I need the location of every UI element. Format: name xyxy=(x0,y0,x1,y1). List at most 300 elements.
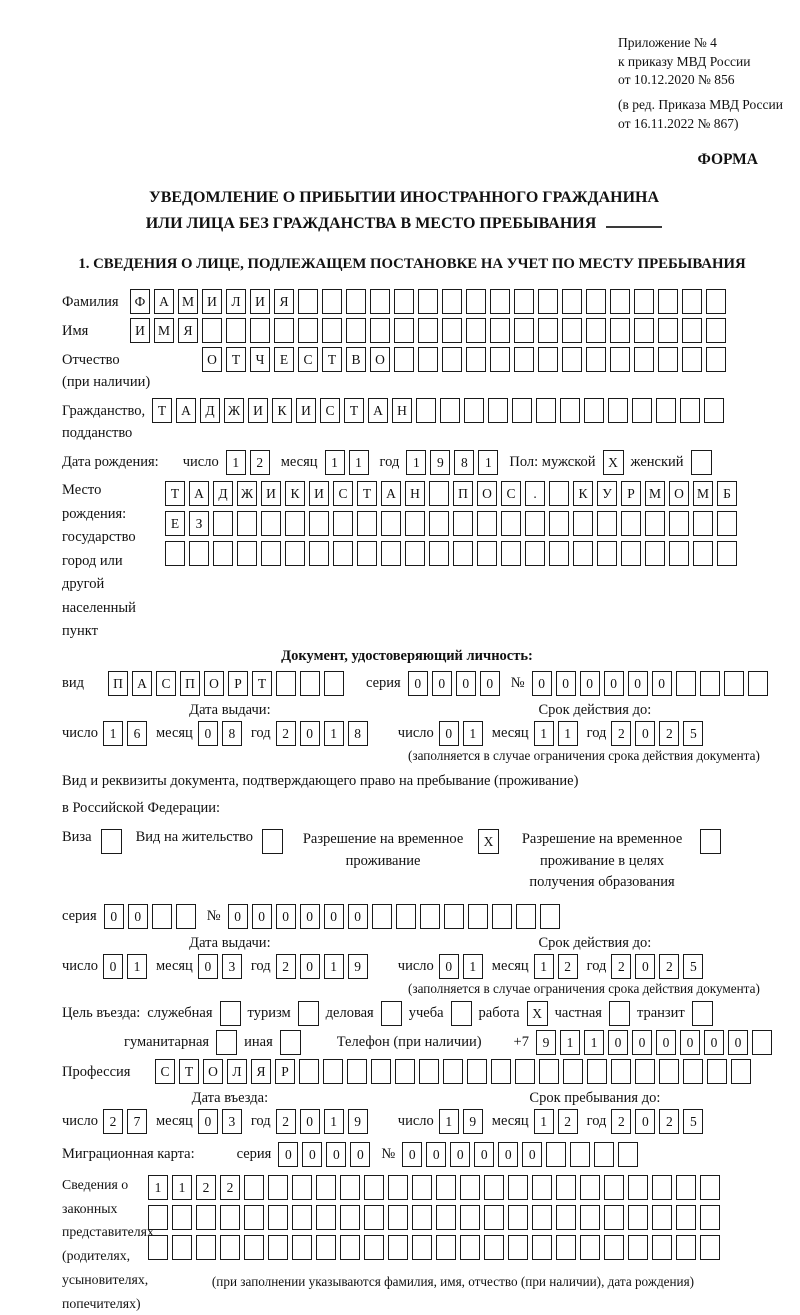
char-cell[interactable] xyxy=(347,1059,367,1084)
char-cell[interactable]: 0 xyxy=(608,1030,628,1055)
char-cell[interactable]: 0 xyxy=(656,1030,676,1055)
char-cell[interactable]: И xyxy=(250,289,270,314)
char-cell[interactable]: 1 xyxy=(349,450,369,475)
char-cell[interactable] xyxy=(597,511,617,536)
char-cell[interactable] xyxy=(628,1175,648,1200)
char-cell[interactable]: 1 xyxy=(127,954,147,979)
char-cell[interactable] xyxy=(316,1205,336,1230)
char-cell[interactable] xyxy=(682,318,702,343)
char-cell[interactable] xyxy=(152,904,172,929)
char-cell[interactable] xyxy=(189,541,209,566)
char-cell[interactable]: Я xyxy=(251,1059,271,1084)
char-cell[interactable] xyxy=(316,1175,336,1200)
char-cell[interactable]: С xyxy=(501,481,521,506)
char-cell[interactable] xyxy=(388,1205,408,1230)
option-temp-residence-checkbox[interactable]: X xyxy=(478,829,499,854)
char-cell[interactable]: С xyxy=(298,347,318,372)
char-cell[interactable]: П xyxy=(180,671,200,696)
char-cell[interactable]: 0 xyxy=(300,954,320,979)
char-cell[interactable] xyxy=(453,541,473,566)
char-cell[interactable] xyxy=(468,904,488,929)
char-cell[interactable]: 2 xyxy=(659,1109,679,1134)
char-cell[interactable] xyxy=(752,1030,772,1055)
purpose-business-checkbox[interactable] xyxy=(381,1001,402,1026)
char-cell[interactable]: Р xyxy=(621,481,641,506)
char-cell[interactable] xyxy=(261,541,281,566)
char-cell[interactable]: 2 xyxy=(558,954,578,979)
char-cell[interactable] xyxy=(412,1205,432,1230)
char-cell[interactable] xyxy=(658,289,678,314)
char-cell[interactable] xyxy=(371,1059,391,1084)
char-cell[interactable] xyxy=(538,347,558,372)
char-cell[interactable]: 1 xyxy=(172,1175,192,1200)
option-visa-checkbox[interactable] xyxy=(101,829,122,854)
char-cell[interactable]: 1 xyxy=(560,1030,580,1055)
char-cell[interactable] xyxy=(213,541,233,566)
char-cell[interactable]: Н xyxy=(405,481,425,506)
char-cell[interactable] xyxy=(202,318,222,343)
char-cell[interactable] xyxy=(634,289,654,314)
char-cell[interactable]: 0 xyxy=(104,904,124,929)
char-cell[interactable]: 0 xyxy=(439,954,459,979)
char-cell[interactable] xyxy=(610,318,630,343)
char-cell[interactable] xyxy=(298,318,318,343)
char-cell[interactable]: О xyxy=(203,1059,223,1084)
char-cell[interactable]: 2 xyxy=(250,450,270,475)
char-cell[interactable] xyxy=(466,318,486,343)
char-cell[interactable] xyxy=(440,398,460,423)
char-cell[interactable] xyxy=(514,347,534,372)
char-cell[interactable] xyxy=(388,1235,408,1260)
char-cell[interactable] xyxy=(442,318,462,343)
char-cell[interactable] xyxy=(539,1059,559,1084)
char-cell[interactable] xyxy=(560,398,580,423)
char-cell[interactable]: У xyxy=(597,481,617,506)
char-cell[interactable] xyxy=(538,289,558,314)
char-cell[interactable]: С xyxy=(320,398,340,423)
char-cell[interactable]: Я xyxy=(274,289,294,314)
char-cell[interactable] xyxy=(370,289,390,314)
char-cell[interactable]: М xyxy=(645,481,665,506)
char-cell[interactable]: 1 xyxy=(103,721,123,746)
char-cell[interactable]: 9 xyxy=(463,1109,483,1134)
char-cell[interactable] xyxy=(316,1235,336,1260)
char-cell[interactable] xyxy=(436,1205,456,1230)
char-cell[interactable] xyxy=(388,1175,408,1200)
char-cell[interactable]: 1 xyxy=(325,450,345,475)
char-cell[interactable] xyxy=(309,541,329,566)
char-cell[interactable]: С xyxy=(155,1059,175,1084)
char-cell[interactable] xyxy=(442,289,462,314)
char-cell[interactable] xyxy=(706,318,726,343)
char-cell[interactable] xyxy=(610,347,630,372)
char-cell[interactable] xyxy=(573,511,593,536)
char-cell[interactable] xyxy=(700,671,720,696)
char-cell[interactable] xyxy=(484,1205,504,1230)
char-cell[interactable]: 0 xyxy=(426,1142,446,1167)
char-cell[interactable] xyxy=(608,398,628,423)
char-cell[interactable] xyxy=(436,1235,456,1260)
purpose-private-checkbox[interactable] xyxy=(609,1001,630,1026)
char-cell[interactable]: 1 xyxy=(584,1030,604,1055)
char-cell[interactable] xyxy=(172,1205,192,1230)
char-cell[interactable]: Т xyxy=(357,481,377,506)
purpose-official-checkbox[interactable] xyxy=(220,1001,241,1026)
char-cell[interactable]: 0 xyxy=(532,671,552,696)
char-cell[interactable] xyxy=(652,1175,672,1200)
char-cell[interactable] xyxy=(635,1059,655,1084)
char-cell[interactable]: 0 xyxy=(432,671,452,696)
char-cell[interactable]: 2 xyxy=(611,954,631,979)
char-cell[interactable]: 0 xyxy=(198,721,218,746)
char-cell[interactable]: 0 xyxy=(278,1142,298,1167)
char-cell[interactable]: 0 xyxy=(276,904,296,929)
char-cell[interactable]: 0 xyxy=(300,1109,320,1134)
char-cell[interactable]: 9 xyxy=(348,1109,368,1134)
char-cell[interactable]: Т xyxy=(152,398,172,423)
purpose-tourism-checkbox[interactable] xyxy=(298,1001,319,1026)
char-cell[interactable] xyxy=(250,318,270,343)
char-cell[interactable] xyxy=(322,318,342,343)
char-cell[interactable]: 1 xyxy=(463,954,483,979)
char-cell[interactable] xyxy=(484,1235,504,1260)
char-cell[interactable]: Ж xyxy=(224,398,244,423)
char-cell[interactable] xyxy=(717,541,737,566)
char-cell[interactable] xyxy=(536,398,556,423)
char-cell[interactable] xyxy=(357,541,377,566)
char-cell[interactable]: 1 xyxy=(406,450,426,475)
char-cell[interactable]: И xyxy=(309,481,329,506)
char-cell[interactable] xyxy=(405,511,425,536)
char-cell[interactable]: 0 xyxy=(728,1030,748,1055)
char-cell[interactable] xyxy=(299,1059,319,1084)
char-cell[interactable]: Т xyxy=(179,1059,199,1084)
char-cell[interactable] xyxy=(704,398,724,423)
char-cell[interactable] xyxy=(268,1175,288,1200)
char-cell[interactable] xyxy=(429,481,449,506)
char-cell[interactable] xyxy=(364,1175,384,1200)
char-cell[interactable] xyxy=(584,398,604,423)
char-cell[interactable] xyxy=(501,541,521,566)
char-cell[interactable]: 0 xyxy=(439,721,459,746)
char-cell[interactable] xyxy=(717,511,737,536)
char-cell[interactable] xyxy=(442,347,462,372)
char-cell[interactable] xyxy=(501,511,521,536)
char-cell[interactable] xyxy=(645,511,665,536)
char-cell[interactable]: 0 xyxy=(628,671,648,696)
char-cell[interactable]: А xyxy=(368,398,388,423)
char-cell[interactable] xyxy=(340,1205,360,1230)
char-cell[interactable]: 2 xyxy=(276,721,296,746)
char-cell[interactable] xyxy=(562,289,582,314)
char-cell[interactable] xyxy=(443,1059,463,1084)
char-cell[interactable] xyxy=(652,1205,672,1230)
char-cell[interactable] xyxy=(515,1059,535,1084)
char-cell[interactable] xyxy=(556,1205,576,1230)
char-cell[interactable] xyxy=(586,347,606,372)
char-cell[interactable]: 0 xyxy=(450,1142,470,1167)
char-cell[interactable]: И xyxy=(248,398,268,423)
char-cell[interactable]: 5 xyxy=(683,721,703,746)
char-cell[interactable] xyxy=(610,289,630,314)
char-cell[interactable]: 0 xyxy=(456,671,476,696)
char-cell[interactable] xyxy=(621,541,641,566)
char-cell[interactable]: 1 xyxy=(148,1175,168,1200)
char-cell[interactable] xyxy=(244,1205,264,1230)
char-cell[interactable] xyxy=(693,541,713,566)
char-cell[interactable] xyxy=(370,318,390,343)
char-cell[interactable] xyxy=(405,541,425,566)
char-cell[interactable]: 2 xyxy=(558,1109,578,1134)
char-cell[interactable]: 9 xyxy=(536,1030,556,1055)
char-cell[interactable]: 8 xyxy=(222,721,242,746)
char-cell[interactable]: Т xyxy=(344,398,364,423)
char-cell[interactable] xyxy=(285,541,305,566)
char-cell[interactable]: И xyxy=(202,289,222,314)
char-cell[interactable] xyxy=(580,1235,600,1260)
char-cell[interactable]: М xyxy=(154,318,174,343)
char-cell[interactable] xyxy=(453,511,473,536)
char-cell[interactable] xyxy=(549,481,569,506)
char-cell[interactable] xyxy=(682,347,702,372)
char-cell[interactable]: 0 xyxy=(474,1142,494,1167)
char-cell[interactable] xyxy=(333,511,353,536)
char-cell[interactable]: 1 xyxy=(324,1109,344,1134)
char-cell[interactable] xyxy=(604,1205,624,1230)
char-cell[interactable] xyxy=(634,318,654,343)
char-cell[interactable]: 1 xyxy=(324,954,344,979)
char-cell[interactable]: 1 xyxy=(534,954,554,979)
char-cell[interactable] xyxy=(556,1235,576,1260)
char-cell[interactable] xyxy=(693,511,713,536)
char-cell[interactable] xyxy=(148,1235,168,1260)
char-cell[interactable]: 0 xyxy=(522,1142,542,1167)
char-cell[interactable] xyxy=(292,1235,312,1260)
char-cell[interactable] xyxy=(700,1235,720,1260)
char-cell[interactable] xyxy=(490,289,510,314)
char-cell[interactable]: 0 xyxy=(635,721,655,746)
char-cell[interactable] xyxy=(676,1205,696,1230)
char-cell[interactable] xyxy=(586,318,606,343)
char-cell[interactable] xyxy=(419,1059,439,1084)
char-cell[interactable] xyxy=(396,904,416,929)
char-cell[interactable]: 1 xyxy=(534,721,554,746)
char-cell[interactable] xyxy=(546,1142,566,1167)
char-cell[interactable]: 0 xyxy=(103,954,123,979)
char-cell[interactable] xyxy=(700,1175,720,1200)
char-cell[interactable]: 1 xyxy=(463,721,483,746)
char-cell[interactable] xyxy=(484,1175,504,1200)
char-cell[interactable] xyxy=(292,1205,312,1230)
char-cell[interactable] xyxy=(418,318,438,343)
char-cell[interactable]: 1 xyxy=(478,450,498,475)
char-cell[interactable] xyxy=(676,671,696,696)
char-cell[interactable] xyxy=(268,1205,288,1230)
char-cell[interactable] xyxy=(394,289,414,314)
char-cell[interactable]: 0 xyxy=(228,904,248,929)
char-cell[interactable] xyxy=(466,347,486,372)
char-cell[interactable] xyxy=(669,511,689,536)
char-cell[interactable]: А xyxy=(154,289,174,314)
sex-female-checkbox[interactable] xyxy=(691,450,712,475)
char-cell[interactable]: Я xyxy=(178,318,198,343)
char-cell[interactable] xyxy=(213,511,233,536)
char-cell[interactable]: 3 xyxy=(222,1109,242,1134)
char-cell[interactable] xyxy=(512,398,532,423)
char-cell[interactable]: Т xyxy=(226,347,246,372)
char-cell[interactable]: 1 xyxy=(439,1109,459,1134)
char-cell[interactable] xyxy=(460,1235,480,1260)
char-cell[interactable] xyxy=(274,318,294,343)
sex-male-checkbox[interactable]: X xyxy=(603,450,624,475)
char-cell[interactable] xyxy=(532,1235,552,1260)
char-cell[interactable] xyxy=(604,1235,624,1260)
char-cell[interactable]: И xyxy=(261,481,281,506)
char-cell[interactable] xyxy=(309,511,329,536)
char-cell[interactable] xyxy=(490,347,510,372)
char-cell[interactable] xyxy=(508,1235,528,1260)
char-cell[interactable]: 0 xyxy=(300,721,320,746)
char-cell[interactable]: 0 xyxy=(300,904,320,929)
char-cell[interactable] xyxy=(748,671,768,696)
char-cell[interactable]: Т xyxy=(322,347,342,372)
char-cell[interactable]: В xyxy=(346,347,366,372)
char-cell[interactable] xyxy=(412,1235,432,1260)
char-cell[interactable]: О xyxy=(370,347,390,372)
char-cell[interactable] xyxy=(364,1205,384,1230)
char-cell[interactable] xyxy=(628,1235,648,1260)
char-cell[interactable]: Т xyxy=(252,671,272,696)
char-cell[interactable]: Р xyxy=(275,1059,295,1084)
char-cell[interactable] xyxy=(492,904,512,929)
char-cell[interactable]: 5 xyxy=(683,954,703,979)
char-cell[interactable] xyxy=(324,671,344,696)
char-cell[interactable]: 0 xyxy=(128,904,148,929)
char-cell[interactable]: Ч xyxy=(250,347,270,372)
char-cell[interactable]: 2 xyxy=(196,1175,216,1200)
char-cell[interactable] xyxy=(645,541,665,566)
char-cell[interactable] xyxy=(525,541,545,566)
char-cell[interactable] xyxy=(652,1235,672,1260)
char-cell[interactable]: 0 xyxy=(635,954,655,979)
char-cell[interactable]: 6 xyxy=(127,721,147,746)
char-cell[interactable]: 0 xyxy=(580,671,600,696)
char-cell[interactable]: 0 xyxy=(652,671,672,696)
char-cell[interactable] xyxy=(540,904,560,929)
char-cell[interactable]: 2 xyxy=(611,721,631,746)
char-cell[interactable]: П xyxy=(108,671,128,696)
char-cell[interactable] xyxy=(196,1205,216,1230)
char-cell[interactable] xyxy=(268,1235,288,1260)
char-cell[interactable] xyxy=(323,1059,343,1084)
char-cell[interactable] xyxy=(148,1205,168,1230)
char-cell[interactable] xyxy=(261,511,281,536)
char-cell[interactable]: 0 xyxy=(635,1109,655,1134)
char-cell[interactable] xyxy=(573,541,593,566)
char-cell[interactable] xyxy=(656,398,676,423)
char-cell[interactable]: 1 xyxy=(324,721,344,746)
char-cell[interactable]: 0 xyxy=(348,904,368,929)
char-cell[interactable]: Д xyxy=(200,398,220,423)
char-cell[interactable]: И xyxy=(296,398,316,423)
char-cell[interactable]: Е xyxy=(274,347,294,372)
char-cell[interactable]: . xyxy=(525,481,545,506)
char-cell[interactable] xyxy=(340,1235,360,1260)
char-cell[interactable]: 3 xyxy=(222,954,242,979)
char-cell[interactable]: М xyxy=(178,289,198,314)
char-cell[interactable] xyxy=(429,541,449,566)
char-cell[interactable] xyxy=(700,1205,720,1230)
char-cell[interactable]: 2 xyxy=(103,1109,123,1134)
char-cell[interactable] xyxy=(418,289,438,314)
char-cell[interactable] xyxy=(634,347,654,372)
char-cell[interactable] xyxy=(587,1059,607,1084)
char-cell[interactable] xyxy=(244,1235,264,1260)
char-cell[interactable] xyxy=(731,1059,751,1084)
char-cell[interactable] xyxy=(516,904,536,929)
char-cell[interactable]: 0 xyxy=(402,1142,422,1167)
char-cell[interactable] xyxy=(460,1175,480,1200)
char-cell[interactable] xyxy=(444,904,464,929)
char-cell[interactable] xyxy=(658,318,678,343)
char-cell[interactable]: А xyxy=(176,398,196,423)
char-cell[interactable]: Л xyxy=(227,1059,247,1084)
char-cell[interactable] xyxy=(659,1059,679,1084)
char-cell[interactable] xyxy=(676,1175,696,1200)
char-cell[interactable] xyxy=(682,289,702,314)
char-cell[interactable] xyxy=(563,1059,583,1084)
char-cell[interactable] xyxy=(676,1235,696,1260)
char-cell[interactable] xyxy=(611,1059,631,1084)
char-cell[interactable]: 9 xyxy=(348,954,368,979)
char-cell[interactable]: 0 xyxy=(680,1030,700,1055)
char-cell[interactable]: З xyxy=(189,511,209,536)
char-cell[interactable]: 1 xyxy=(226,450,246,475)
char-cell[interactable]: 7 xyxy=(127,1109,147,1134)
char-cell[interactable] xyxy=(322,289,342,314)
char-cell[interactable]: С xyxy=(156,671,176,696)
option-residence-permit-checkbox[interactable] xyxy=(262,829,283,854)
char-cell[interactable] xyxy=(621,511,641,536)
char-cell[interactable] xyxy=(276,671,296,696)
char-cell[interactable]: 2 xyxy=(611,1109,631,1134)
char-cell[interactable] xyxy=(172,1235,192,1260)
char-cell[interactable] xyxy=(658,347,678,372)
char-cell[interactable]: О xyxy=(669,481,689,506)
char-cell[interactable] xyxy=(346,318,366,343)
char-cell[interactable]: К xyxy=(272,398,292,423)
char-cell[interactable] xyxy=(372,904,392,929)
char-cell[interactable]: 2 xyxy=(276,1109,296,1134)
char-cell[interactable]: Т xyxy=(165,481,185,506)
char-cell[interactable]: М xyxy=(693,481,713,506)
char-cell[interactable] xyxy=(562,347,582,372)
char-cell[interactable] xyxy=(597,541,617,566)
option-temp-residence-education-checkbox[interactable] xyxy=(700,829,721,854)
purpose-study-checkbox[interactable] xyxy=(451,1001,472,1026)
char-cell[interactable] xyxy=(706,347,726,372)
char-cell[interactable] xyxy=(429,511,449,536)
char-cell[interactable] xyxy=(580,1175,600,1200)
char-cell[interactable] xyxy=(333,541,353,566)
char-cell[interactable]: 0 xyxy=(604,671,624,696)
char-cell[interactable]: 0 xyxy=(350,1142,370,1167)
char-cell[interactable]: Б xyxy=(717,481,737,506)
char-cell[interactable]: 0 xyxy=(480,671,500,696)
char-cell[interactable] xyxy=(538,318,558,343)
char-cell[interactable]: О xyxy=(202,347,222,372)
char-cell[interactable]: Ж xyxy=(237,481,257,506)
